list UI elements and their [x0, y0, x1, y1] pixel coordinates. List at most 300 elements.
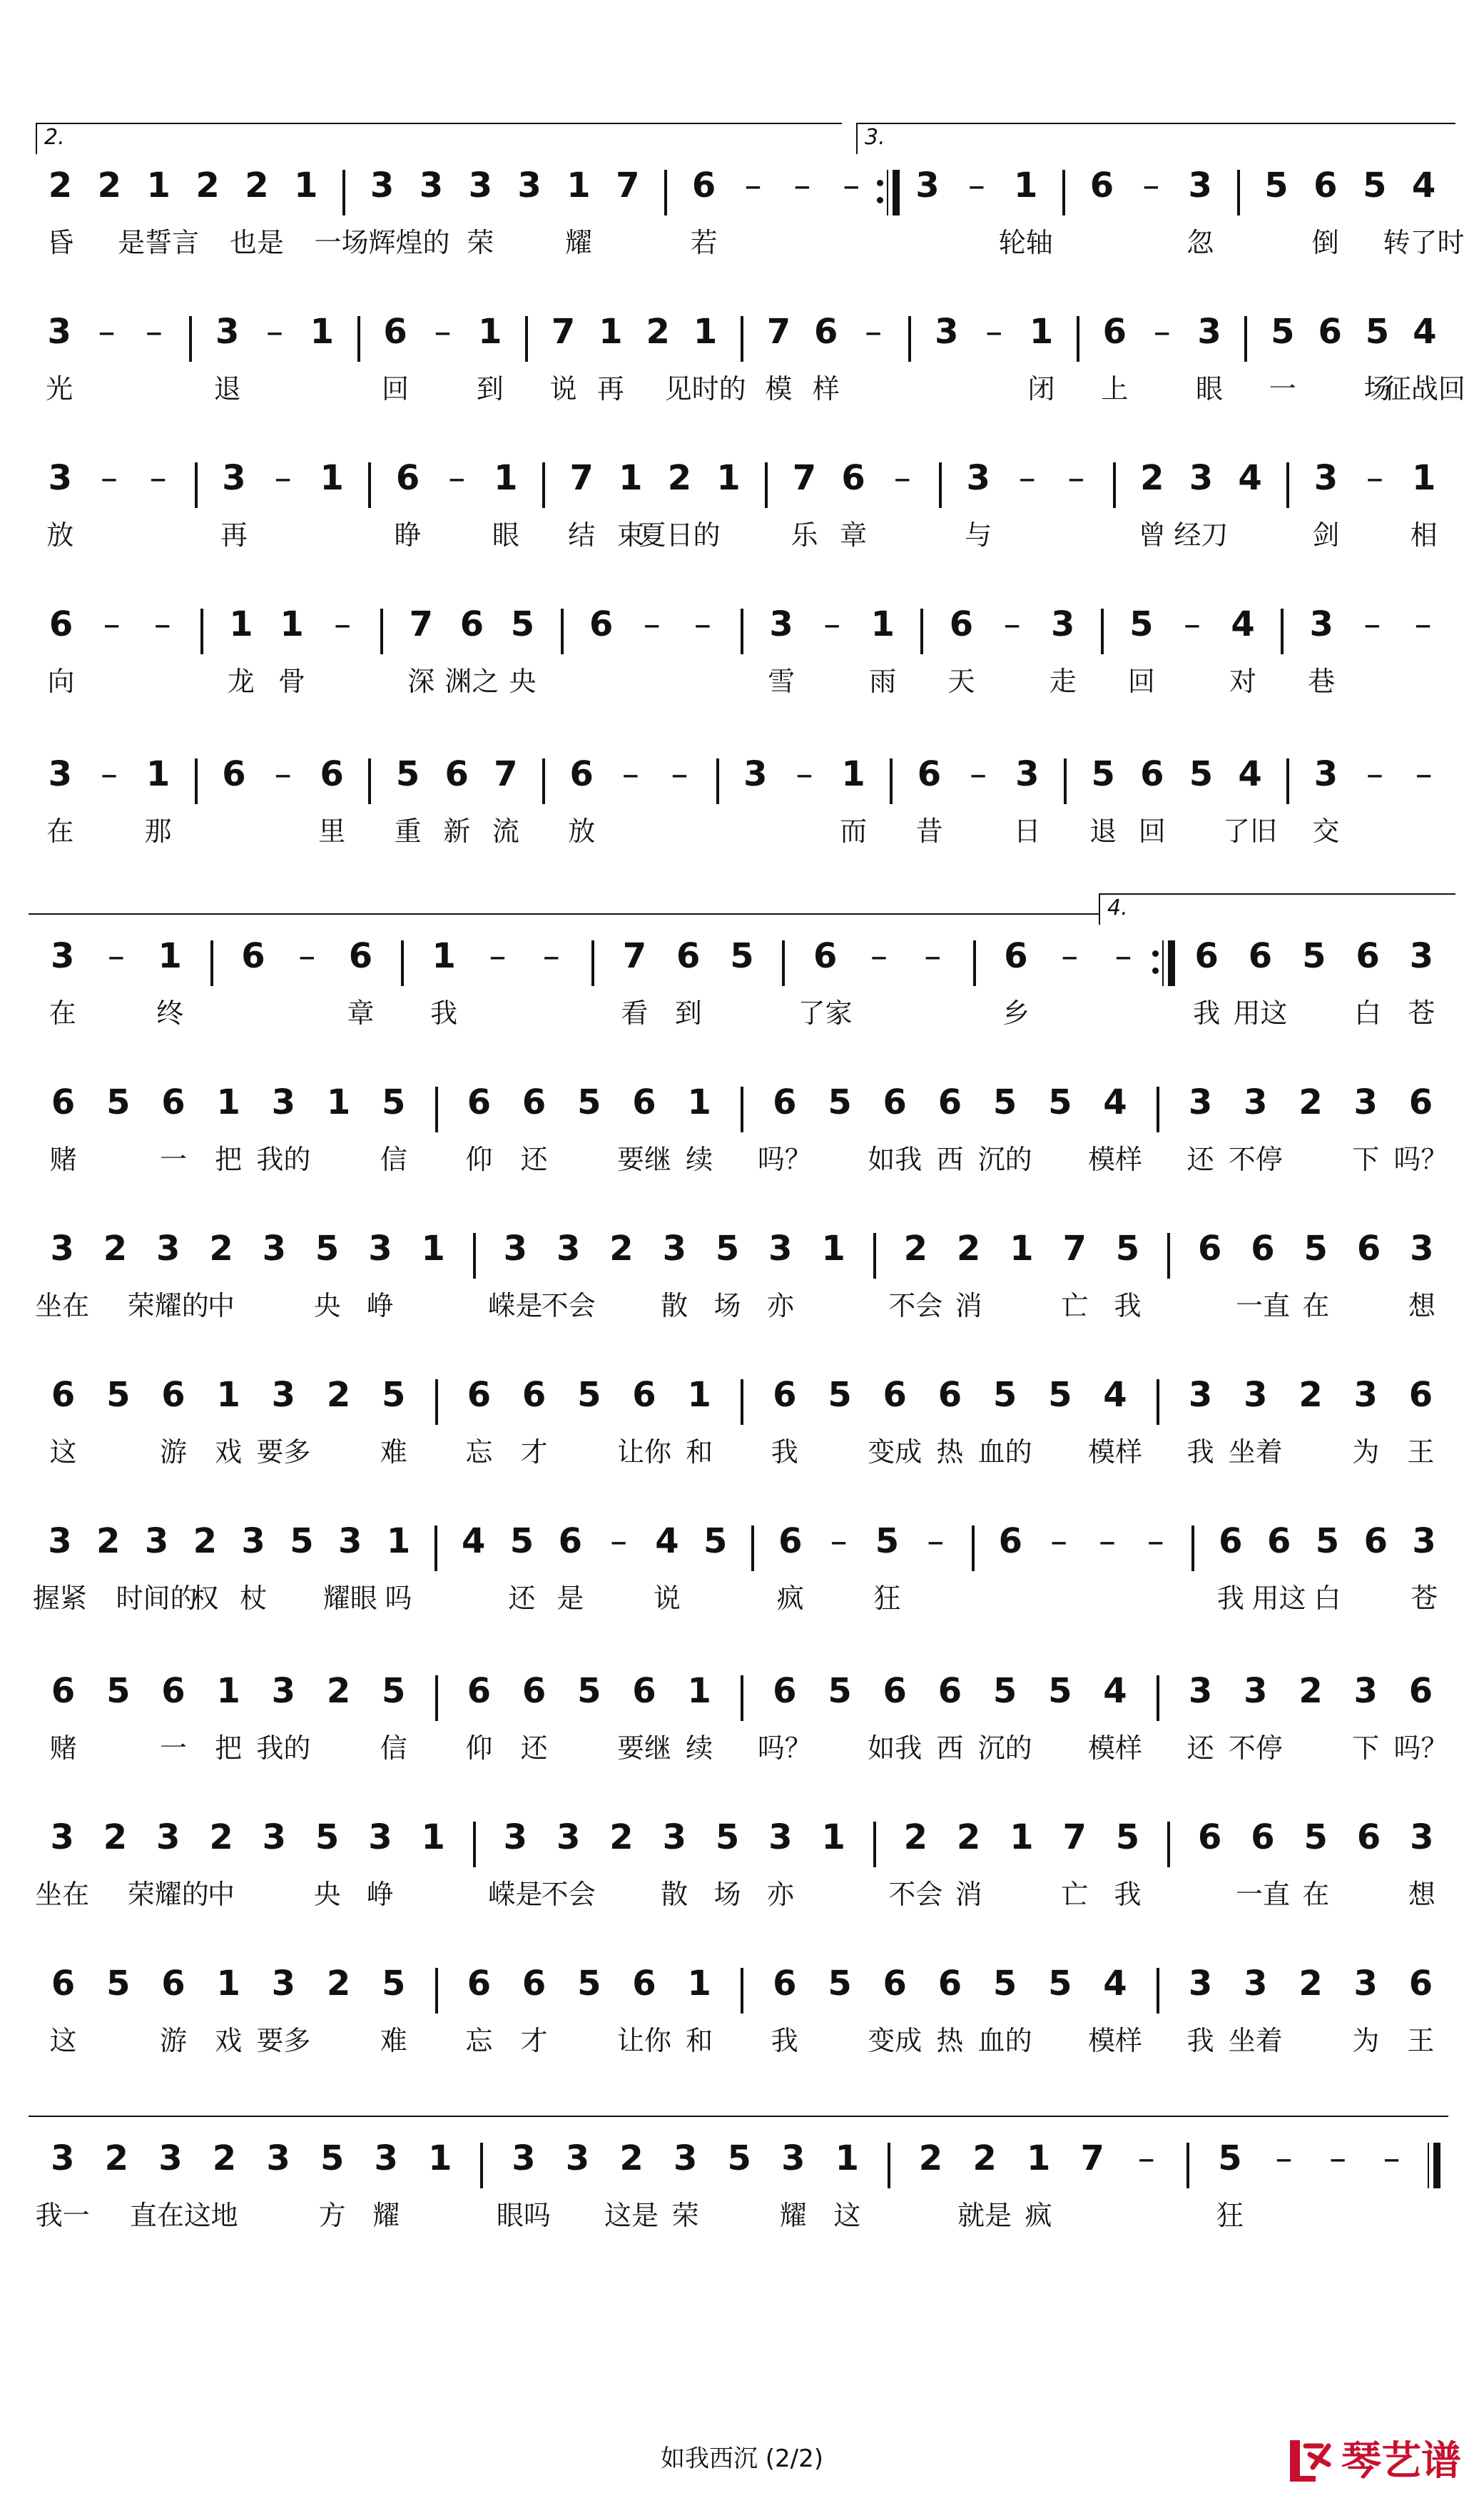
note-digit: –	[796, 754, 813, 794]
sustain-dash	[437, 442, 477, 514]
note	[237, 150, 277, 221]
lyric-word: 闭	[1027, 373, 1055, 405]
note	[1401, 920, 1441, 992]
note	[1294, 920, 1334, 992]
lyric-word: 了旧	[1223, 816, 1278, 847]
note-digit: 5	[106, 1671, 131, 1711]
sustain-dash	[1039, 1506, 1079, 1577]
note-digit: 3	[1353, 1082, 1378, 1122]
note-digit: 3	[1353, 1964, 1378, 2004]
sustain-dash	[812, 589, 852, 660]
note-digit: 5	[577, 1375, 601, 1415]
volta-leg	[856, 123, 858, 154]
note-digit: 1	[158, 936, 182, 976]
note	[153, 1948, 193, 2019]
note	[1346, 1359, 1386, 1431]
sustain-dash	[255, 296, 295, 367]
note	[360, 1213, 400, 1284]
sustain-dash	[819, 1506, 859, 1577]
sustain-dash	[422, 296, 462, 367]
note-digit: 5	[315, 1229, 340, 1269]
lyric-word: 亡	[1061, 1879, 1089, 1910]
note	[1401, 1948, 1440, 2019]
note-digit: –	[1366, 458, 1384, 498]
barline	[664, 170, 667, 215]
note-digit: –	[870, 936, 888, 976]
note-digit: 2	[245, 166, 269, 205]
lyric-word: 见时的	[664, 373, 746, 405]
sustain-dash	[958, 738, 998, 810]
note-digit: 3	[156, 1229, 181, 1269]
note-digit: 3	[215, 312, 240, 352]
repeat-dot	[1152, 968, 1159, 974]
note	[1404, 442, 1444, 514]
note-digit: 2	[1298, 1375, 1323, 1415]
note-digit: 3	[48, 754, 73, 794]
note-digit: –	[1147, 1521, 1164, 1561]
note	[1210, 2123, 1250, 2194]
note-digit: 3	[271, 1964, 296, 2004]
lyrics-row	[29, 367, 1465, 432]
note-digit: 2	[972, 2138, 997, 2178]
note-digit: 1	[146, 754, 171, 794]
notation-row	[29, 2123, 1455, 2194]
lyric-word: 直在这	[129, 2200, 211, 2231]
note	[569, 1067, 609, 1138]
note	[514, 1359, 554, 1431]
lyric-word: 这	[49, 1436, 77, 1468]
note	[1223, 589, 1263, 660]
lyric-word: 热	[936, 1436, 964, 1468]
note-digit: 6	[522, 1375, 547, 1415]
note	[908, 150, 947, 221]
volta-bracket	[1099, 893, 1455, 895]
note-digit: 4	[1231, 604, 1255, 644]
lyric-word: 要多	[256, 1436, 311, 1468]
note-digit: 2	[48, 166, 73, 205]
note-digit: 1	[1014, 166, 1038, 205]
lyric-word: 如我	[868, 1144, 923, 1175]
note-digit: 5	[577, 1964, 601, 2004]
note-digit: 7	[409, 604, 434, 644]
note	[1040, 1067, 1080, 1138]
note-digit: 3	[374, 2138, 398, 2178]
lyric-word: 坐着	[1228, 1436, 1283, 1468]
note	[1230, 738, 1270, 810]
note	[459, 1067, 499, 1138]
volta-number: 4.	[1107, 895, 1128, 920]
note	[495, 1802, 535, 1873]
lyric-word: 还	[520, 1732, 548, 1764]
barline	[480, 2143, 483, 2188]
note	[319, 1067, 359, 1138]
note-digit: 5	[509, 1521, 534, 1561]
lyric-word: 说	[549, 373, 577, 405]
lyric-word: 血的	[977, 2025, 1032, 2056]
barline	[751, 1525, 754, 1571]
note-digit: 3	[1015, 754, 1040, 794]
note-digit: 1	[1010, 1229, 1034, 1269]
note	[1301, 589, 1341, 660]
note	[1230, 442, 1270, 514]
note-digit: 2	[326, 1964, 351, 2004]
note	[679, 1067, 719, 1138]
note	[208, 1359, 248, 1431]
note	[722, 920, 762, 992]
note	[1405, 296, 1445, 367]
note-digit: 6	[1356, 1817, 1381, 1857]
note-digit: 6	[522, 1964, 547, 2004]
note	[1095, 1948, 1135, 2019]
note-digit: 5	[1271, 312, 1295, 352]
note-digit: 3	[1412, 1521, 1436, 1561]
sustain-dash	[89, 738, 129, 810]
note-digit: 7	[494, 754, 518, 794]
lyric-word: 要继	[616, 1732, 671, 1764]
note	[208, 1948, 248, 2019]
note	[330, 1506, 370, 1577]
notation-row	[29, 589, 1455, 660]
barline	[195, 758, 198, 804]
note-digit: 3	[1244, 1671, 1268, 1711]
lyric-word: 束	[616, 519, 644, 551]
lyric-word: 用这	[1251, 1583, 1306, 1614]
note	[1132, 738, 1172, 810]
note	[1095, 1067, 1135, 1138]
lyrics-row	[29, 2019, 1455, 2083]
lyric-word: 坐着	[1228, 2025, 1283, 2056]
lyric-word: 回	[1127, 666, 1155, 697]
barline	[888, 2143, 890, 2188]
lyric-word: 坐在	[35, 1879, 90, 1910]
lyric-word: 才	[520, 2025, 548, 2056]
repeat-barline	[1162, 940, 1164, 986]
note-digit: 2	[103, 1817, 128, 1857]
note-digit: –	[893, 458, 911, 498]
lyric-word: 地	[210, 2200, 238, 2231]
note-digit: –	[153, 604, 171, 644]
note-digit: 5	[382, 1964, 406, 2004]
lyric-word: 吗？	[1393, 1732, 1448, 1764]
note	[930, 1655, 970, 1727]
note	[1236, 1948, 1276, 2019]
note	[374, 1948, 414, 2019]
lyrics-row	[29, 1284, 1455, 1349]
note	[813, 1213, 853, 1284]
note	[379, 1506, 419, 1577]
note-digit: 3	[673, 2138, 698, 2178]
note-digit: 5	[1091, 754, 1115, 794]
note-digit: 3	[222, 458, 246, 498]
note-digit: 6	[241, 936, 265, 976]
note	[1108, 1802, 1148, 1873]
note-digit: 1	[294, 166, 318, 205]
note	[89, 150, 129, 221]
lyric-word: 时间的	[116, 1583, 198, 1614]
volta-leg	[36, 123, 37, 154]
lyric-word: 龙	[227, 666, 255, 697]
lyric-word: 想	[1408, 1290, 1435, 1321]
repeat-dot	[1152, 950, 1159, 957]
lyric-word: 杖	[240, 1583, 268, 1614]
note-digit: –	[145, 312, 163, 352]
note	[411, 150, 451, 221]
notation-row	[29, 1506, 1455, 1577]
note-digit: 5	[703, 1521, 728, 1561]
note	[895, 1802, 935, 1873]
note-digit: –	[843, 166, 860, 205]
note-digit: –	[1415, 754, 1433, 794]
note-digit: 2	[96, 1521, 121, 1561]
lyric-word: 回	[382, 373, 410, 405]
lyric-word: 吗？	[757, 1732, 812, 1764]
note	[1404, 150, 1444, 221]
note	[98, 1948, 138, 2019]
note-digit: 3	[468, 166, 492, 205]
note	[302, 296, 342, 367]
note-digit: 1	[687, 1964, 711, 2004]
note-digit: 6	[395, 458, 420, 498]
note	[188, 150, 228, 221]
note-digit: 7	[569, 458, 594, 498]
note-digit: 6	[1251, 1229, 1275, 1269]
note-digit: 2	[103, 1229, 128, 1269]
barline	[873, 1233, 876, 1279]
barline	[1167, 1233, 1170, 1279]
note	[990, 1506, 1030, 1577]
note	[827, 2123, 867, 2194]
note-digit: 3	[503, 1229, 528, 1269]
lyric-word: 乡	[1002, 997, 1030, 1029]
barline	[716, 758, 719, 804]
lyric-word: 和	[686, 1436, 713, 1468]
note-digit: 3	[1197, 312, 1221, 352]
note-digit: 3	[556, 1229, 581, 1269]
note-digit: 6	[917, 754, 942, 794]
sustain-dash	[89, 442, 129, 514]
sustain-dash	[599, 1506, 639, 1577]
note	[1256, 150, 1296, 221]
lyric-word: 看	[621, 997, 649, 1029]
note	[153, 1067, 193, 1138]
lyric-word: 忽	[1186, 227, 1214, 258]
note-digit: 3	[1244, 1375, 1268, 1415]
note	[669, 920, 708, 992]
note	[558, 2123, 598, 2194]
note	[1296, 1802, 1336, 1873]
sustain-dash	[883, 442, 923, 514]
note	[1007, 738, 1047, 810]
lyric-word: 我的	[256, 1732, 311, 1764]
lyrics-row	[29, 1727, 1455, 1791]
note-digit: 3	[1410, 1817, 1434, 1857]
barline	[357, 316, 360, 362]
note	[388, 442, 428, 514]
sustain-dash	[974, 296, 1014, 367]
note-digit: 6	[51, 1671, 76, 1711]
lyrics-row	[29, 1873, 1455, 1937]
note	[1236, 1655, 1276, 1727]
note	[312, 738, 352, 810]
note-digit: 5	[875, 1521, 900, 1561]
barline	[1157, 1968, 1159, 2014]
lyric-word: 退	[213, 373, 241, 405]
lyric-word: 终	[156, 997, 184, 1029]
note	[312, 442, 352, 514]
note-digit: 4	[655, 1521, 679, 1561]
note	[895, 1213, 935, 1284]
note	[1095, 1655, 1135, 1727]
barline	[401, 940, 404, 986]
note	[1404, 1506, 1444, 1577]
brand-logo-icon	[1284, 2432, 1338, 2489]
sustain-dash	[683, 589, 723, 660]
lyric-word: 模样	[1087, 1144, 1142, 1175]
note-digit: 1	[280, 604, 304, 644]
volta-bracket	[856, 123, 1455, 124]
barline	[782, 940, 785, 986]
note	[413, 1802, 453, 1873]
note-digit: 2	[667, 458, 692, 498]
sustain-dash	[1403, 589, 1443, 660]
note-digit: 5	[1048, 1964, 1072, 2004]
note	[647, 1506, 687, 1577]
lyric-word: 消	[955, 1879, 982, 1910]
lyric-word: 不会	[541, 1879, 596, 1910]
note-digit: 1	[494, 458, 518, 498]
note-digit: 6	[1356, 936, 1380, 976]
sustain-dash	[782, 150, 822, 221]
note-digit: 3	[1313, 754, 1338, 794]
lyric-word: 模样	[1087, 1732, 1142, 1764]
note	[863, 589, 903, 660]
sustain-dash	[632, 589, 672, 660]
lyric-word: 转了时	[1383, 227, 1465, 258]
note	[1186, 920, 1226, 992]
note-digit: 1	[421, 1817, 445, 1857]
lyric-word: 才	[520, 1436, 548, 1468]
note	[1310, 296, 1350, 367]
note-digit: 4	[1103, 1375, 1127, 1415]
note-digit: 2	[1140, 458, 1164, 498]
sustain-dash	[92, 589, 132, 660]
lyric-word: 就是	[957, 2200, 1012, 2231]
note-digit: –	[542, 936, 560, 976]
note-digit: 7	[622, 936, 647, 976]
note-digit: –	[1061, 936, 1079, 976]
sustain-dash	[1355, 442, 1395, 514]
note-digit: 6	[883, 1671, 907, 1711]
sustain-dash	[322, 589, 362, 660]
sustain-dash	[733, 150, 773, 221]
sustain-dash	[1056, 442, 1096, 514]
note	[1291, 1655, 1331, 1727]
note-digit: 3	[50, 1817, 74, 1857]
lyric-word: 忘	[465, 2025, 493, 2056]
lyric-word: 也是	[229, 227, 284, 258]
note	[374, 1067, 414, 1138]
note-digit: 6	[1194, 936, 1219, 976]
note-digit: 5	[395, 754, 420, 794]
note	[581, 589, 621, 660]
lyrics-row	[29, 992, 1455, 1056]
lyric-word: 忘	[465, 1436, 493, 1468]
barline	[189, 316, 192, 362]
note-digit: 4	[1238, 458, 1262, 498]
note-digit: –	[489, 936, 507, 976]
note	[43, 920, 83, 992]
note	[833, 738, 873, 810]
note-digit: 6	[558, 1521, 582, 1561]
note-digit: 2	[609, 1817, 634, 1857]
lyric-word: 赌	[49, 1144, 77, 1175]
note-digit: 5	[382, 1671, 406, 1711]
note	[1132, 442, 1172, 514]
note-digit: 5	[1048, 1082, 1072, 1122]
lyric-word: 握紧	[32, 1583, 87, 1614]
note	[312, 2123, 352, 2194]
lyric-word: 要多	[256, 2025, 311, 2056]
note-digit: 3	[769, 604, 793, 644]
note	[148, 1213, 188, 1284]
note-digit: –	[1363, 604, 1381, 644]
note	[1263, 296, 1303, 367]
lyric-word: 天	[947, 666, 975, 697]
lyric-word: 我	[1114, 1879, 1142, 1910]
lyric-word: 亡	[1061, 1290, 1089, 1321]
note	[654, 1802, 694, 1873]
barline	[741, 1675, 743, 1721]
note-digit: 6	[937, 1964, 962, 2004]
note	[1401, 1655, 1440, 1727]
lyric-word: 是誓言	[118, 227, 200, 258]
note	[185, 1506, 225, 1577]
lyric-word: 我	[1186, 2025, 1214, 2056]
note-digit: 5	[290, 1521, 314, 1561]
note-digit: 3	[368, 1817, 392, 1857]
note	[930, 1948, 970, 2019]
note-digit: 6	[522, 1082, 547, 1122]
sustain-dash	[659, 738, 699, 810]
note-digit: 6	[161, 1082, 186, 1122]
lyric-word: 耀	[779, 2200, 807, 2231]
note-digit: –	[103, 604, 121, 644]
note-digit: 6	[1089, 166, 1114, 205]
lyric-word: 轮轴	[998, 227, 1053, 258]
note-digit: 2	[918, 2138, 943, 2178]
sustain-dash	[1050, 920, 1089, 992]
note-digit: 2	[646, 312, 670, 352]
lyric-word: 让你	[616, 1436, 671, 1468]
barline	[1191, 1525, 1194, 1571]
lyric-word: 眼	[1196, 373, 1224, 405]
repeat-barline-thick	[893, 170, 900, 215]
sustain-dash	[859, 920, 899, 992]
note	[1181, 1655, 1221, 1727]
note-digit: 2	[956, 1817, 981, 1857]
note	[985, 1359, 1025, 1431]
note	[44, 1359, 83, 1431]
note-digit: –	[107, 936, 125, 976]
note-digit: 5	[715, 1229, 740, 1269]
lyric-word: 坐在	[35, 1290, 90, 1321]
lyric-word: 耀	[372, 2200, 400, 2231]
lyric-word: 昏	[46, 227, 74, 258]
note-digit: –	[334, 604, 352, 644]
lyric-word: 把	[215, 1144, 243, 1175]
lyric-word: 要继	[616, 1144, 671, 1175]
note	[459, 1655, 499, 1727]
